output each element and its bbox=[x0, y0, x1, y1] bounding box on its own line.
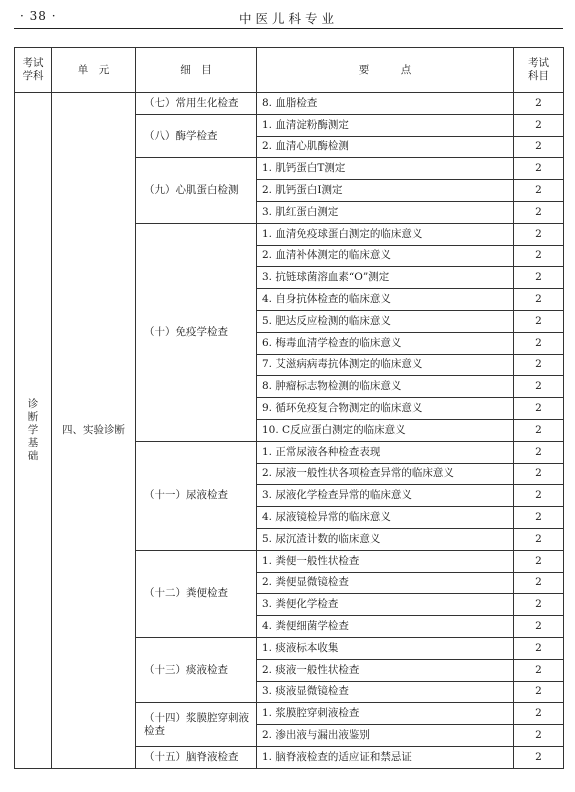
exam-subject-cell: 2 bbox=[514, 158, 564, 180]
exam-subject-cell: 2 bbox=[514, 419, 564, 441]
point-cell: 2. 肌钙蛋白I测定 bbox=[257, 180, 514, 202]
point-cell: 2. 尿液一般性状各项检查异常的临床意义 bbox=[257, 463, 514, 485]
exam-subject-cell: 2 bbox=[514, 572, 564, 594]
point-cell: 3. 痰液显微镜检查 bbox=[257, 681, 514, 703]
category-cell: （十二）粪便检查 bbox=[136, 550, 257, 637]
category-cell: （十三）痰液检查 bbox=[136, 637, 257, 702]
category-cell: （八）酶学检查 bbox=[136, 114, 257, 158]
exam-subject-cell: 2 bbox=[514, 594, 564, 616]
point-cell: 9. 循环免疫复合物测定的临床意义 bbox=[257, 398, 514, 420]
exam-subject-cell: 2 bbox=[514, 332, 564, 354]
category-cell: （十一）尿液检查 bbox=[136, 441, 257, 550]
exam-subject-cell: 2 bbox=[514, 245, 564, 267]
header-exam-subject: 考试 科目 bbox=[514, 48, 564, 93]
point-cell: 2. 血清心肌酶检测 bbox=[257, 136, 514, 158]
exam-subject-cell: 2 bbox=[514, 725, 564, 747]
point-cell: 4. 粪便细菌学检查 bbox=[257, 616, 514, 638]
exam-subject-cell: 2 bbox=[514, 223, 564, 245]
exam-subject-cell: 2 bbox=[514, 616, 564, 638]
point-cell: 1. 粪便一般性状检查 bbox=[257, 550, 514, 572]
exam-subject-cell: 2 bbox=[514, 114, 564, 136]
point-cell: 5. 尿沉渣计数的临床意义 bbox=[257, 528, 514, 550]
point-cell: 3. 抗链球菌溶血素“O”测定 bbox=[257, 267, 514, 289]
header-unit: 单 元 bbox=[52, 48, 136, 93]
point-cell: 1. 血清免疫球蛋白测定的临床意义 bbox=[257, 223, 514, 245]
exam-subject-cell: 2 bbox=[514, 93, 564, 115]
subject-cell bbox=[15, 93, 52, 769]
point-cell: 2. 痰液一般性状检查 bbox=[257, 659, 514, 681]
page-title: 中医儿科专业 bbox=[238, 11, 338, 26]
point-cell: 8. 血脂检查 bbox=[257, 93, 514, 115]
point-cell: 3. 肌红蛋白测定 bbox=[257, 201, 514, 223]
exam-subject-cell: 2 bbox=[514, 659, 564, 681]
exam-subject-cell: 2 bbox=[514, 550, 564, 572]
point-cell: 2. 血清补体测定的临床意义 bbox=[257, 245, 514, 267]
exam-subject-cell: 2 bbox=[514, 507, 564, 529]
point-cell: 3. 粪便化学检查 bbox=[257, 594, 514, 616]
exam-subject-cell: 2 bbox=[514, 746, 564, 768]
exam-subject-cell: 2 bbox=[514, 463, 564, 485]
point-cell: 7. 艾滋病病毒抗体测定的临床意义 bbox=[257, 354, 514, 376]
point-cell: 1. 脑脊液检查的适应证和禁忌证 bbox=[257, 746, 514, 768]
point-cell: 5. 肥达反应检测的临床意义 bbox=[257, 310, 514, 332]
unit-cell bbox=[52, 93, 136, 769]
point-cell: 1. 痰液标本收集 bbox=[257, 637, 514, 659]
unit-label: 四、实验诊断 bbox=[62, 423, 125, 436]
category-cell: （九）心肌蛋白检测 bbox=[136, 158, 257, 223]
point-cell: 4. 尿液镜检异常的临床意义 bbox=[257, 507, 514, 529]
syllabus-table bbox=[14, 47, 564, 769]
exam-subject-cell: 2 bbox=[514, 376, 564, 398]
point-cell: 10. C反应蛋白测定的临床意义 bbox=[257, 419, 514, 441]
point-cell: 1. 肌钙蛋白T测定 bbox=[257, 158, 514, 180]
exam-subject-cell: 2 bbox=[514, 354, 564, 376]
point-cell: 2. 渗出液与漏出液鉴别 bbox=[257, 725, 514, 747]
exam-subject-cell: 2 bbox=[514, 180, 564, 202]
point-cell: 3. 尿液化学检查异常的临床意义 bbox=[257, 485, 514, 507]
category-cell: （十四）浆膜腔穿刺液检查 bbox=[136, 703, 257, 747]
exam-subject-cell: 2 bbox=[514, 267, 564, 289]
exam-subject-cell: 2 bbox=[514, 398, 564, 420]
point-cell: 1. 浆膜腔穿刺液检查 bbox=[257, 703, 514, 725]
exam-subject-cell: 2 bbox=[514, 681, 564, 703]
exam-subject-cell: 2 bbox=[514, 528, 564, 550]
subject-label: 诊断学基础 bbox=[27, 397, 39, 462]
point-cell: 1. 血清淀粉酶测定 bbox=[257, 114, 514, 136]
category-cell: （十五）脑脊液检查 bbox=[136, 746, 257, 768]
point-cell: 1. 正常尿液各种检查表现 bbox=[257, 441, 514, 463]
exam-subject-cell: 2 bbox=[514, 289, 564, 311]
exam-subject-cell: 2 bbox=[514, 136, 564, 158]
point-cell: 8. 肿瘤标志物检测的临床意义 bbox=[257, 376, 514, 398]
page-number: · 38 · bbox=[20, 9, 57, 23]
page-header bbox=[14, 6, 563, 29]
point-cell: 4. 自身抗体检查的临床意义 bbox=[257, 289, 514, 311]
header-category: 细 目 bbox=[136, 48, 257, 93]
table-body bbox=[15, 93, 564, 769]
exam-subject-cell: 2 bbox=[514, 485, 564, 507]
category-cell: （十）免疫学检查 bbox=[136, 223, 257, 441]
header-points: 要 点 bbox=[257, 48, 514, 93]
exam-subject-cell: 2 bbox=[514, 637, 564, 659]
exam-subject-cell: 2 bbox=[514, 310, 564, 332]
category-cell: （七）常用生化检查 bbox=[136, 93, 257, 115]
point-cell: 2. 粪便显微镜检查 bbox=[257, 572, 514, 594]
exam-subject-cell: 2 bbox=[514, 703, 564, 725]
table-row bbox=[15, 93, 564, 115]
exam-subject-cell: 2 bbox=[514, 201, 564, 223]
exam-subject-cell: 2 bbox=[514, 441, 564, 463]
point-cell: 6. 梅毒血清学检查的临床意义 bbox=[257, 332, 514, 354]
header-subject: 考试 学科 bbox=[15, 48, 52, 93]
